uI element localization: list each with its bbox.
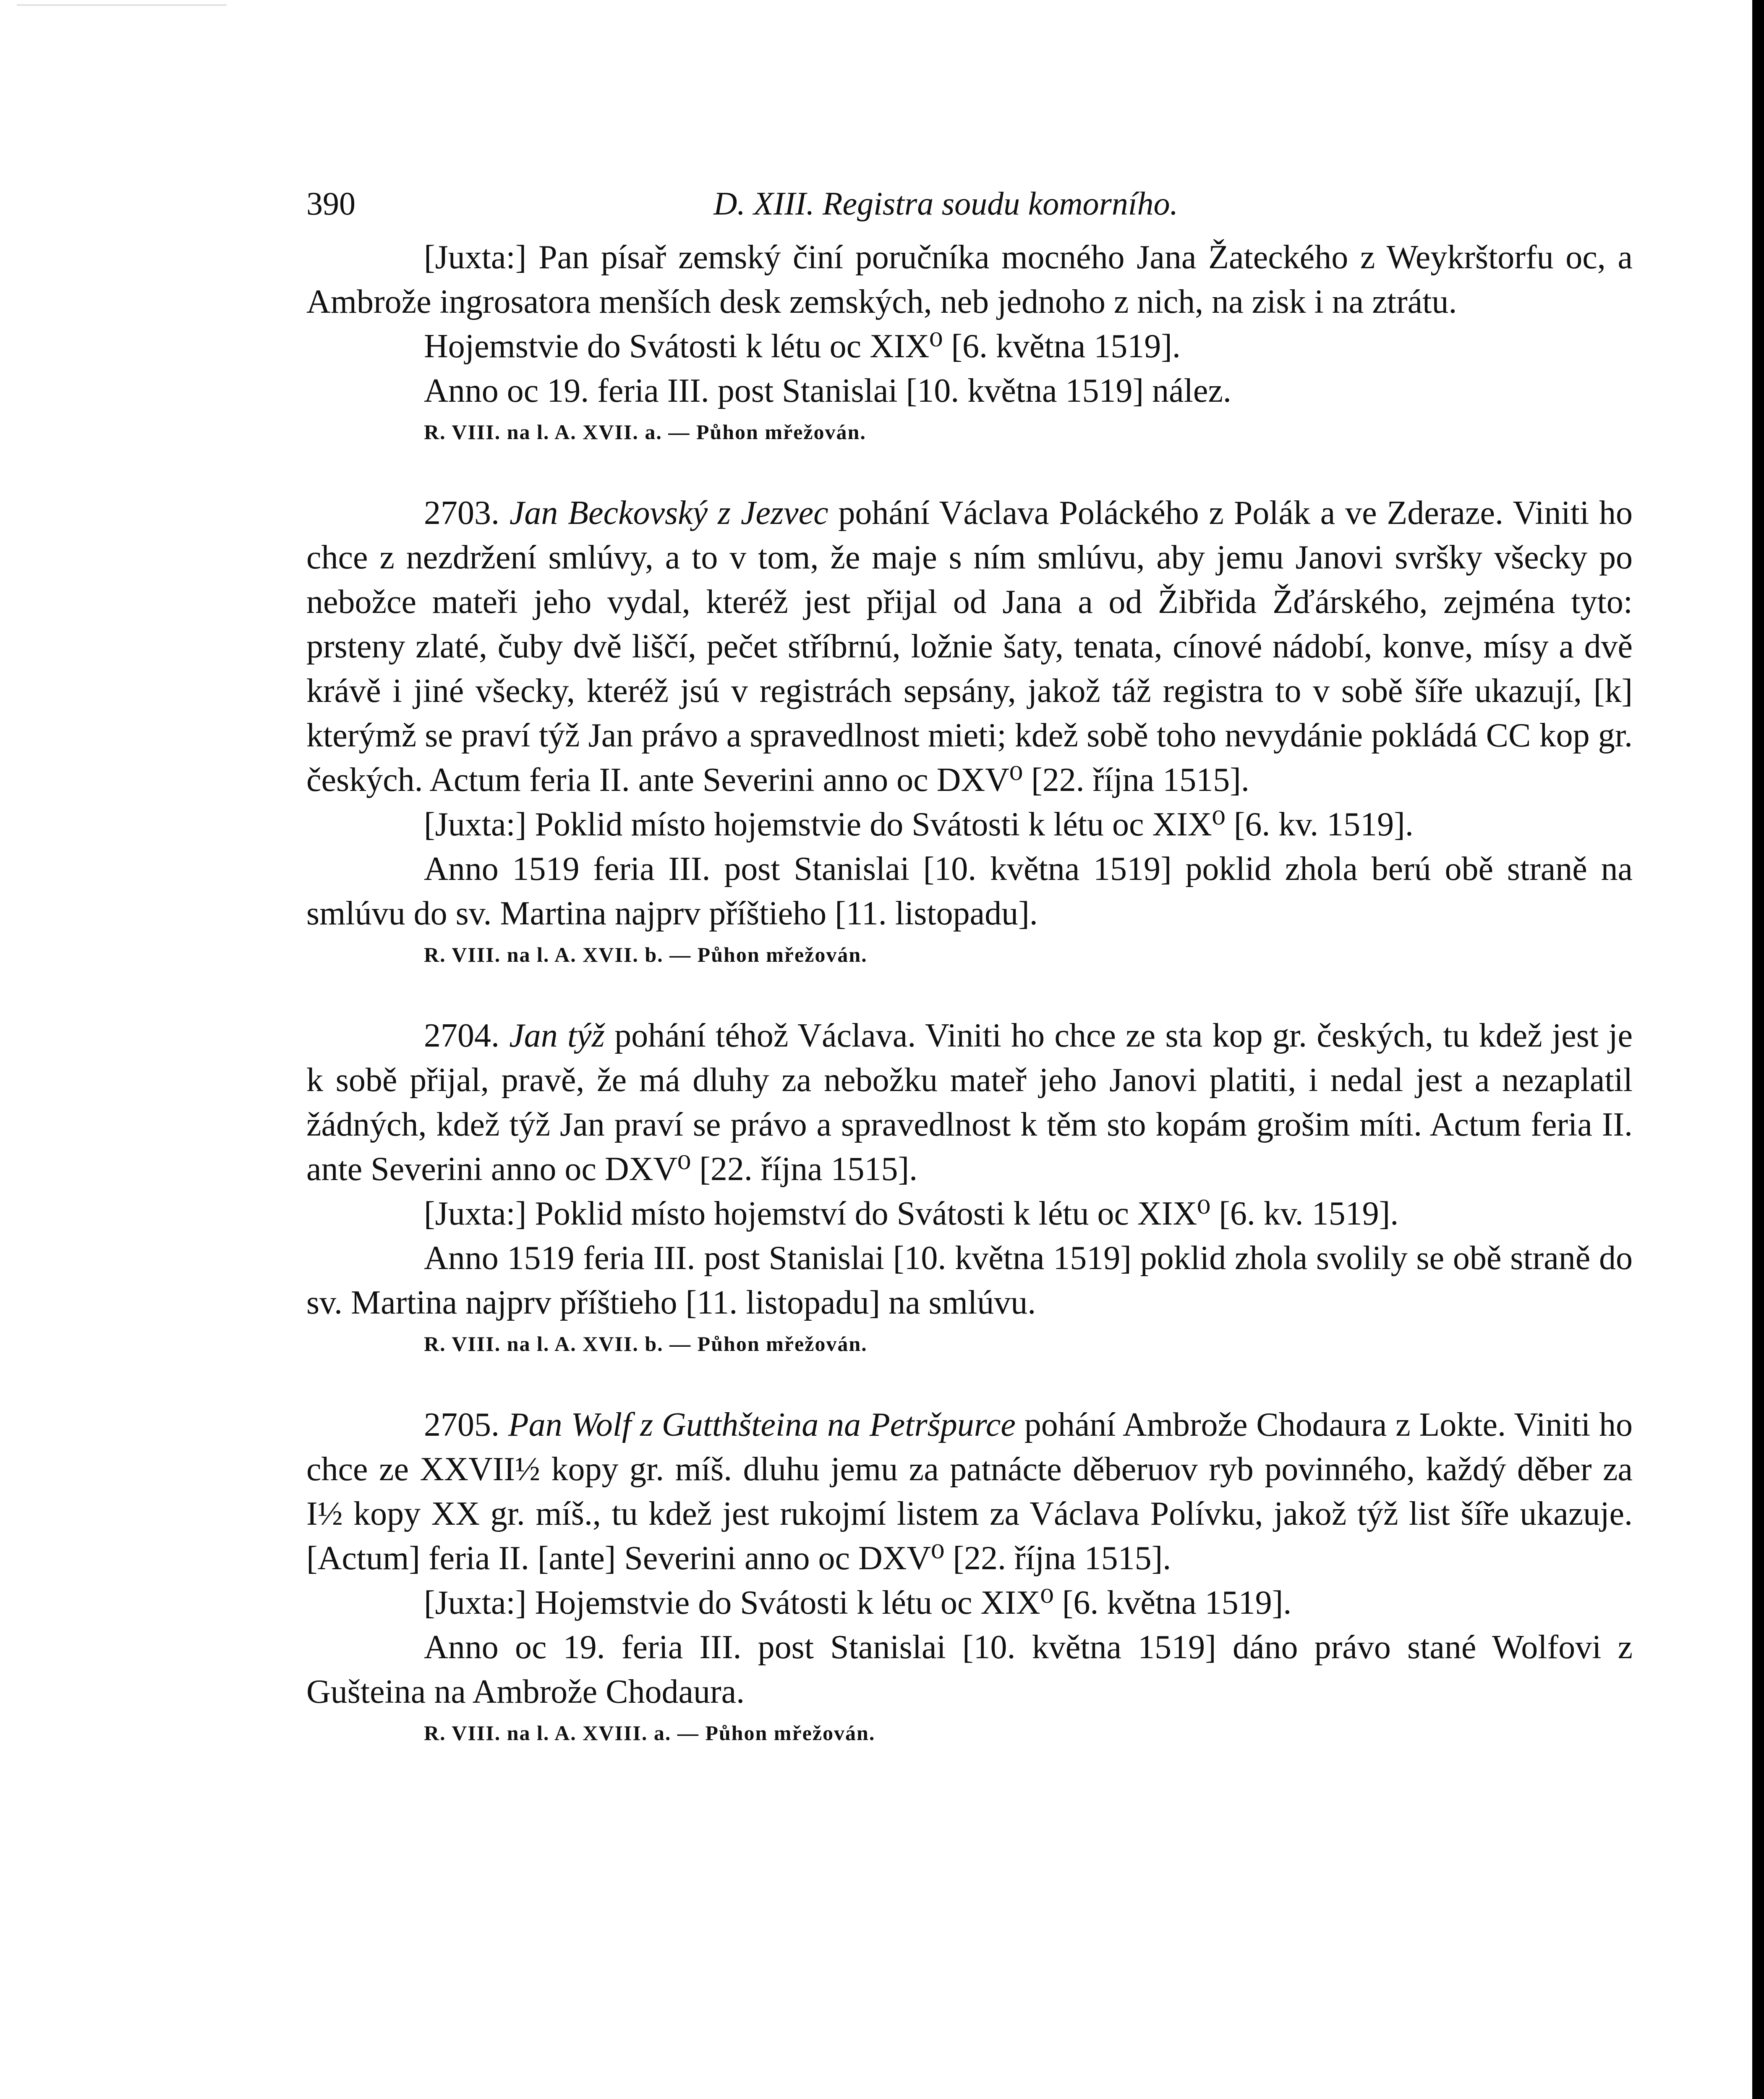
intro-paragraph: [Juxta:] Pan písař zemský činí poručníka mocného Jana Žateckého z Weykrštorfu oc, a Ambrože ingrosatora menších desk zemských, neb jednoho z nich, na zisk i na ztrátu. <box>306 239 1633 320</box>
entry-party: Pan Wolf z Gutthšteina na Petršpurce <box>508 1406 1016 1443</box>
entry-2704-juxta: [Juxta:] Poklid místo hojemství do Svátosti k létu oc XIX⁰ [6. kv. 1519]. <box>424 1195 1399 1232</box>
entry-2705-anno: Anno oc 19. feria III. post Stanislai [10. května 1519] dáno právo stané Wolfovi z Gušteina na Ambrože Chodaura. <box>306 1629 1633 1710</box>
entry-2703-anno: Anno 1519 feria III. post Stanislai [10. května 1519] poklid zhola berú obě straně na smlúvu do sv. Martina najprv příštieho [11. listopadu]. <box>306 851 1633 932</box>
intro-anno: Anno oc 19. feria III. post Stanislai [10. května 1519] nález. <box>424 372 1231 409</box>
intro-entry <box>306 235 1633 451</box>
running-title: D. XIII. Registra soudu komorního. <box>713 185 1179 222</box>
entry-gap <box>306 990 1633 1013</box>
entry-2705-signature: R. VIII. na l. A. XVIII. a. — Půhon mřežován. <box>424 1721 875 1745</box>
entry-2704 <box>306 1013 1633 1363</box>
page-header <box>306 185 1633 235</box>
document-page <box>306 185 1633 1769</box>
entry-2703-juxta: [Juxta:] Poklid místo hojemstvie do Svátosti k létu oc XIX⁰ [6. kv. 1519]. <box>424 806 1414 843</box>
page-number: 390 <box>306 185 355 222</box>
entry-number: 2705. <box>424 1406 499 1443</box>
scan-smudge <box>17 4 227 69</box>
entry-2704-anno: Anno 1519 feria III. post Stanislai [10. května 1519] poklid zhola svolily se obě straně do sv. Martina najprv příštieho [11. listopadu] na smlúvu. <box>306 1240 1633 1321</box>
entry-number: 2704. <box>424 1017 499 1054</box>
entry-body: pohání Ambrože Chodaura z Lokte. Viniti ho chce ze XXVII½ kopy gr. míš. dluhu jemu za patnácte děberuov ryb povinného, každý děber za I½ kopy XX gr. míš., tu kdež jest rukojmí listem za Václava Polívku, jakož týž list šíře ukazuje. [Actum] feria II. [ante] Severini anno oc DXV⁰ [22. října 1515]. <box>306 1406 1633 1577</box>
entry-gap <box>306 1379 1633 1403</box>
entry-body: pohání téhož Václava. Viniti ho chce ze sta kop gr. českých, tu kdež jest je k sobě přijal, pravě, že má dluhy za nebožku mateř jeho Janovi platiti, i nedal jest a nezaplatil žádných, kdež týž Jan praví se právo a spravedlnost k těm sto kopám grošim míti. Actum feria II. ante Severini anno oc DXV⁰ [22. října 1515]. <box>306 1017 1633 1188</box>
entry-2705 <box>306 1403 1633 1752</box>
entry-2705-juxta: [Juxta:] Hojemstvie do Svátosti k létu oc XIX⁰ [6. května 1519]. <box>424 1584 1292 1621</box>
entry-number: 2703. <box>424 495 499 531</box>
entry-gap <box>306 468 1633 491</box>
intro-signature: R. VIII. na l. A. XVII. a. — Půhon mřežován. <box>424 420 866 444</box>
entry-party: Jan Beckovský z Jezvec <box>509 495 828 531</box>
entry-2704-signature: R. VIII. na l. A. XVII. b. — Půhon mřežován. <box>424 1332 868 1356</box>
entry-2703-signature: R. VIII. na l. A. XVII. b. — Půhon mřežován. <box>424 943 868 966</box>
entry-body: pohání Václava Poláckého z Polák a ve Zderaze. Viniti ho chce z nezdržení smlúvy, a to v tom, že maje s ním smlúvu, aby jemu Janovi svršky všecky po nebožce mateři jeho vydal, kteréž jest přijal od Jana a od Žibřida Žďárského, zejména tyto: prsteny zlaté, čuby dvě liščí, pečet stříbrnú, ložnie šaty, tenata, cínové nádobí, konve, mísy a dvě krávě i jiné všecky, kteréž jsú v registrách sepsány, jakož táž registra to v sobě šíře ukazují, [k] kterýmž se praví týž Jan právo a spravedlnost mieti; kdež sobě toho nevydánie pokládá CC kop gr. českých. Actum feria II. ante Severini anno oc DXV⁰ [22. října 1515]. <box>306 495 1633 798</box>
intro-hojemstvie: Hojemstvie do Svátosti k létu oc XIX⁰ [6. května 1519]. <box>424 328 1181 365</box>
entry-2703 <box>306 491 1633 974</box>
entry-party: Jan týž <box>509 1017 605 1054</box>
entry-2704-text <box>306 1013 1633 1191</box>
entry-2703-text <box>306 491 1633 802</box>
entry-2705-text <box>306 1403 1633 1581</box>
scan-border <box>1752 0 1764 2099</box>
